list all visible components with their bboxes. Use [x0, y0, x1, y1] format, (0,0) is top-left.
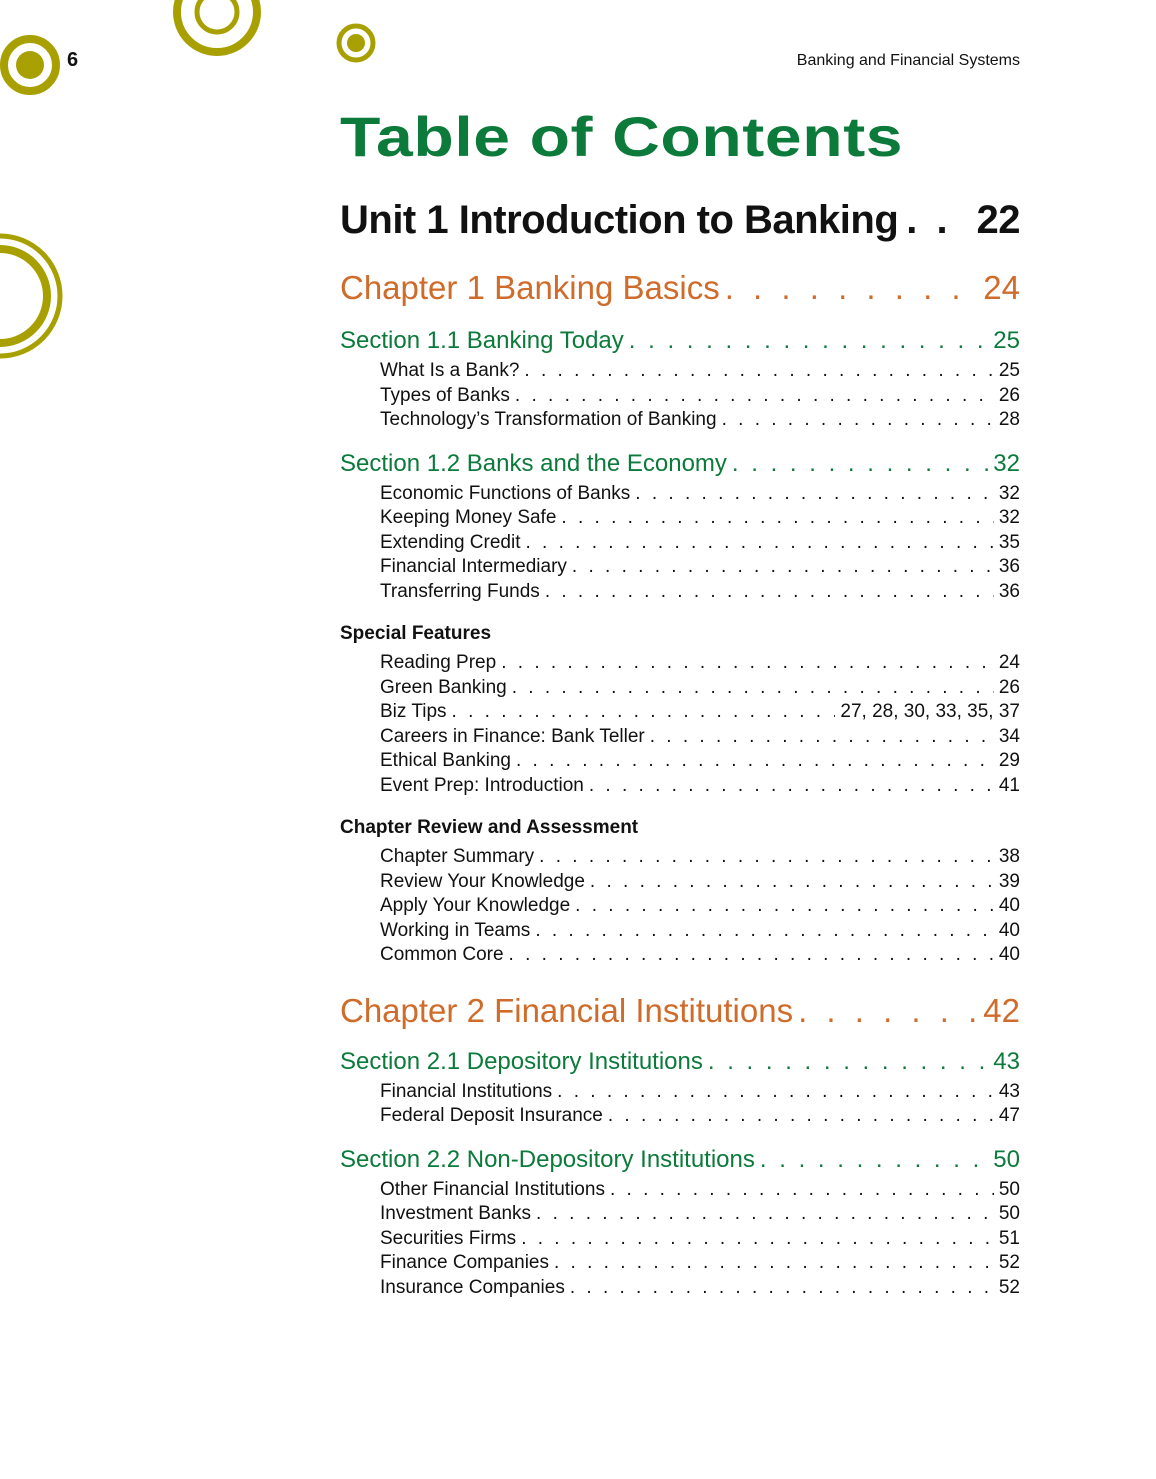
dot-leader — [629, 327, 989, 355]
dot-leader — [557, 1080, 994, 1105]
item-label: Working in Teams — [380, 919, 531, 941]
dot-leader — [515, 384, 994, 409]
section-2-1-items — [340, 1080, 1020, 1129]
chapter-review-items — [340, 845, 1020, 968]
dot-leader — [798, 992, 978, 1030]
item-label: Economic Functions of Banks — [380, 482, 631, 504]
list-item — [380, 676, 1020, 701]
dot-leader — [610, 1178, 994, 1203]
section-2-1-entry — [340, 1048, 1020, 1076]
item-label: Investment Banks — [380, 1203, 532, 1224]
item-page: 43 — [998, 1080, 1020, 1102]
item-label: Apply Your Knowledge — [380, 895, 571, 916]
section-1-1-items — [340, 359, 1020, 433]
dot-leader — [635, 482, 994, 507]
section-1-1-entry — [340, 327, 1020, 355]
item-label: Review Your Knowledge — [380, 870, 585, 892]
dot-leader — [760, 1146, 988, 1174]
item-page: 40 — [998, 919, 1020, 941]
section-page: 50 — [993, 1145, 1020, 1173]
circle-target-header — [339, 26, 373, 60]
section-label: Section 2.2 Non-Depository Institutions — [340, 1145, 755, 1173]
dot-leader — [575, 894, 994, 919]
running-header: Banking and Financial Systems — [796, 52, 1020, 69]
dot-leader — [501, 651, 994, 676]
list-item — [380, 1178, 1020, 1203]
dot-leader — [590, 870, 994, 895]
section-1-2-entry — [340, 450, 1020, 478]
unit-1-entry — [340, 198, 1020, 243]
section-1-2-items — [340, 482, 1020, 605]
dot-leader — [535, 919, 994, 944]
item-page: 51 — [998, 1227, 1020, 1249]
item-page: 32 — [998, 507, 1020, 528]
list-item — [380, 1080, 1020, 1105]
list-item — [380, 580, 1020, 605]
chapter-review-heading: Chapter Review and Assessment — [340, 817, 639, 838]
item-page: 50 — [998, 1178, 1020, 1200]
list-item — [380, 651, 1020, 676]
list-item — [380, 506, 1020, 531]
item-page: 47 — [998, 1105, 1020, 1126]
item-label: Types of Banks — [380, 384, 510, 406]
item-label: Reading Prep — [380, 652, 497, 673]
dot-leader — [516, 749, 994, 774]
dot-leader — [561, 506, 993, 531]
dot-leader — [570, 1276, 994, 1301]
item-page: 36 — [998, 556, 1020, 577]
list-item — [380, 919, 1020, 944]
dot-leader — [539, 845, 994, 870]
item-page: 26 — [998, 676, 1020, 698]
item-page: 40 — [998, 895, 1020, 916]
unit-label: Unit 1 Introduction to Banking — [340, 198, 899, 242]
dot-leader — [521, 1227, 994, 1252]
item-page: 26 — [998, 384, 1020, 406]
section-2-2-entry — [340, 1146, 1020, 1174]
item-page: 28 — [998, 409, 1020, 430]
item-label: Insurance Companies — [380, 1276, 565, 1298]
list-item — [380, 845, 1020, 870]
item-page: 34 — [998, 725, 1020, 747]
item-page: 32 — [998, 482, 1020, 504]
item-label: Event Prep: Introduction — [380, 774, 584, 796]
section-label: Section 2.1 Depository Institutions — [340, 1047, 703, 1075]
list-item — [380, 1104, 1020, 1129]
section-2-2-items — [340, 1178, 1020, 1301]
item-label: Financial Institutions — [380, 1080, 553, 1102]
item-label: Technology’s Transformation of Banking — [380, 409, 717, 430]
item-page: 35 — [998, 531, 1020, 553]
special-features-heading: Special Features — [340, 623, 492, 644]
dot-leader — [650, 725, 994, 750]
dot-leader — [554, 1251, 994, 1276]
item-label: Federal Deposit Insurance — [380, 1105, 603, 1126]
item-page: 25 — [998, 360, 1020, 381]
dot-leader — [524, 359, 993, 384]
dot-leader — [722, 408, 994, 433]
list-item — [380, 384, 1020, 409]
list-item — [380, 531, 1020, 556]
dot-leader — [589, 774, 994, 799]
chapter-2-entry — [340, 992, 1020, 1030]
chapter-label: Chapter 1 Banking Basics — [340, 269, 720, 306]
item-label: What Is a Bank? — [380, 360, 520, 381]
list-item — [380, 870, 1020, 895]
dot-leader — [732, 450, 988, 478]
list-item — [380, 555, 1020, 580]
dot-leader — [906, 198, 968, 243]
item-label: Financial Intermediary — [380, 556, 567, 577]
list-item — [380, 700, 1020, 725]
dot-leader — [608, 1104, 994, 1129]
item-label: Chapter Summary — [380, 846, 535, 867]
item-page: 36 — [998, 580, 1020, 602]
item-page: 38 — [998, 846, 1020, 867]
item-label: Common Core — [380, 944, 504, 965]
circle-target-top-left — [4, 39, 56, 91]
circle-rings-left — [0, 236, 60, 356]
item-label: Extending Credit — [380, 531, 521, 553]
chapter-page: 42 — [983, 991, 1020, 1029]
dot-leader — [725, 269, 979, 307]
item-page: 40 — [998, 944, 1020, 965]
item-label: Biz Tips — [380, 701, 447, 722]
item-label: Ethical Banking — [380, 750, 511, 771]
dot-leader — [525, 531, 993, 556]
list-item — [380, 1202, 1020, 1227]
item-page: 50 — [998, 1203, 1020, 1224]
section-label: Section 1.1 Banking Today — [340, 327, 624, 354]
list-item — [380, 725, 1020, 750]
item-label: Transferring Funds — [380, 580, 540, 602]
circle-rings-top — [177, 0, 257, 52]
dot-leader — [536, 1202, 994, 1227]
item-page: 27, 28, 30, 33, 35, 37 — [840, 701, 1020, 722]
list-item — [380, 359, 1020, 384]
special-features-items — [340, 651, 1020, 798]
item-page: 52 — [998, 1252, 1020, 1273]
item-label: Careers in Finance: Bank Teller — [380, 725, 645, 747]
list-item — [380, 894, 1020, 919]
list-item — [380, 774, 1020, 799]
list-item — [380, 1227, 1020, 1252]
toc-title: Table of Contents — [340, 105, 904, 168]
chapter-label: Chapter 2 Financial Institutions — [340, 991, 794, 1029]
item-page: 41 — [998, 774, 1020, 796]
dot-leader — [512, 676, 994, 701]
chapter-1-entry — [340, 269, 1020, 307]
section-page: 25 — [993, 327, 1020, 354]
item-label: Green Banking — [380, 676, 507, 698]
dot-leader — [452, 700, 836, 725]
dot-leader — [572, 555, 994, 580]
unit-page: 22 — [976, 198, 1020, 242]
list-item — [380, 1251, 1020, 1276]
item-label: Other Financial Institutions — [380, 1178, 605, 1200]
item-page: 39 — [998, 870, 1020, 892]
list-item — [380, 1276, 1020, 1301]
table-of-contents — [340, 104, 1020, 1300]
item-page: 24 — [998, 652, 1020, 673]
dot-leader — [509, 943, 994, 968]
dot-leader — [708, 1048, 988, 1076]
item-page: 29 — [998, 750, 1020, 771]
page-number: 6 — [67, 49, 79, 71]
list-item — [380, 749, 1020, 774]
list-item — [380, 408, 1020, 433]
section-label: Section 1.2 Banks and the Economy — [340, 449, 727, 477]
list-item — [380, 943, 1020, 968]
item-label: Securities Firms — [380, 1227, 517, 1249]
dot-leader — [545, 580, 994, 605]
item-label: Keeping Money Safe — [380, 507, 557, 528]
chapter-page: 24 — [983, 269, 1020, 306]
item-label: Finance Companies — [380, 1252, 549, 1273]
section-page: 43 — [993, 1047, 1020, 1075]
section-page: 32 — [993, 449, 1020, 477]
list-item — [380, 482, 1020, 507]
item-page: 52 — [998, 1276, 1020, 1298]
